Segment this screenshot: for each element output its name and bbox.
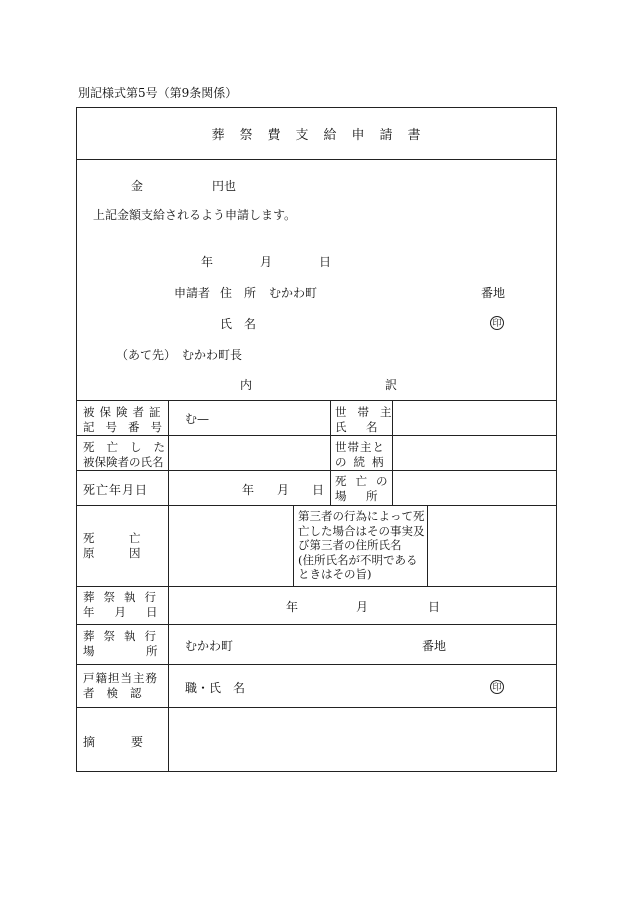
- applicant-seal-icon: 印: [490, 316, 504, 330]
- application-date-day: 日: [319, 255, 332, 269]
- death-place-label-1: 死亡の: [335, 474, 397, 488]
- funeral-place-town: むかわ町: [185, 639, 234, 653]
- relation-value[interactable]: [397, 440, 552, 466]
- row-line: [76, 435, 557, 436]
- funeral-date-day: 日: [428, 600, 441, 614]
- registry-check-label-2: 者検認: [83, 686, 154, 700]
- third-party-note-line: び第三者の住所氏名: [298, 538, 402, 552]
- amount-en-label: 円也: [212, 179, 237, 193]
- third-party-note-line: 亡した場合はその事実及: [298, 523, 425, 538]
- breakdown-label-left: 内: [240, 378, 253, 392]
- application-sentence: 上記金額支給されるよう申請します。: [93, 208, 297, 222]
- death-cause-label-1: 死 亡: [83, 531, 141, 545]
- insured-number-label-1: 被保険者証: [83, 405, 166, 419]
- insured-number-label-2: 記号番号: [83, 420, 173, 434]
- applicant-label: 申請者: [174, 286, 211, 300]
- third-party-value[interactable]: [431, 509, 552, 581]
- death-date-month: 月: [277, 483, 290, 497]
- deceased-name-label-2: 被保険者の氏名: [83, 455, 164, 469]
- row-line: [76, 707, 557, 708]
- amount-kin-label: 金: [131, 179, 144, 193]
- remarks-value[interactable]: [172, 711, 552, 767]
- application-date-year: 年: [201, 255, 214, 269]
- funeral-date-year: 年: [286, 600, 299, 614]
- death-cause-value[interactable]: [172, 509, 290, 581]
- death-date-year: 年: [242, 483, 255, 497]
- address-label: 住 所: [220, 286, 257, 300]
- column-divider: [293, 505, 294, 586]
- funeral-date-month: 月: [356, 600, 369, 614]
- funeral-date-label-2: 年月日: [83, 605, 178, 619]
- registry-check-label-1: 戸籍担当主務: [83, 671, 158, 685]
- deceased-name-value[interactable]: [172, 440, 326, 466]
- funeral-place-label-2: 場 所: [83, 644, 178, 658]
- address-town: むかわ町: [269, 286, 318, 300]
- row-line: [76, 586, 557, 587]
- death-date-label: 死亡年月日: [83, 483, 149, 497]
- row-line: [76, 664, 557, 665]
- column-divider: [427, 505, 428, 586]
- relation-label-1: 世帯主と: [335, 440, 385, 454]
- householder-label-1: 世帯主: [335, 405, 403, 419]
- funeral-place-label-1: 葬祭執行: [83, 629, 165, 643]
- relation-label-2: の続柄: [335, 455, 391, 469]
- remarks-label: 摘 要: [83, 735, 144, 749]
- funeral-date-label-1: 葬祭執行: [83, 590, 165, 604]
- breakdown-label-right: 訳: [385, 378, 398, 392]
- row-line: [76, 505, 557, 506]
- column-divider: [330, 400, 331, 505]
- death-cause-label-2: 原 因: [83, 546, 141, 560]
- death-place-label-2: 場 所: [335, 489, 382, 503]
- registry-seal-icon: 印: [490, 680, 504, 694]
- deceased-name-label-1: 死亡した: [83, 440, 177, 454]
- form-number: 別記様式第5号（第9条関係）: [78, 86, 238, 100]
- form-title: 葬 祭 費 支 給 申 請 書: [211, 128, 422, 143]
- third-party-note-line: (住所氏名が不明である: [298, 552, 418, 567]
- addressee: （あて先） むかわ町長: [116, 348, 243, 362]
- householder-value[interactable]: [397, 405, 552, 431]
- applicant-name-label: 氏 名: [220, 317, 257, 331]
- third-party-note-line: ときはその旨): [298, 567, 372, 581]
- death-place-value[interactable]: [397, 475, 552, 501]
- funeral-place-banchi: 番地: [422, 639, 447, 653]
- address-banchi: 番地: [481, 286, 506, 300]
- breakdown-divider: [76, 400, 557, 401]
- row-line: [76, 624, 557, 625]
- householder-label-2: 氏 名: [335, 420, 382, 434]
- death-date-day: 日: [312, 483, 325, 497]
- third-party-note-line: 第三者の行為によって死: [298, 509, 425, 523]
- registry-check-value: 職・氏 名: [185, 681, 246, 695]
- insured-number-value[interactable]: む—: [185, 412, 210, 426]
- title-divider: [76, 159, 557, 160]
- row-line: [76, 470, 557, 471]
- third-party-note: [298, 509, 425, 582]
- application-date-month: 月: [260, 255, 273, 269]
